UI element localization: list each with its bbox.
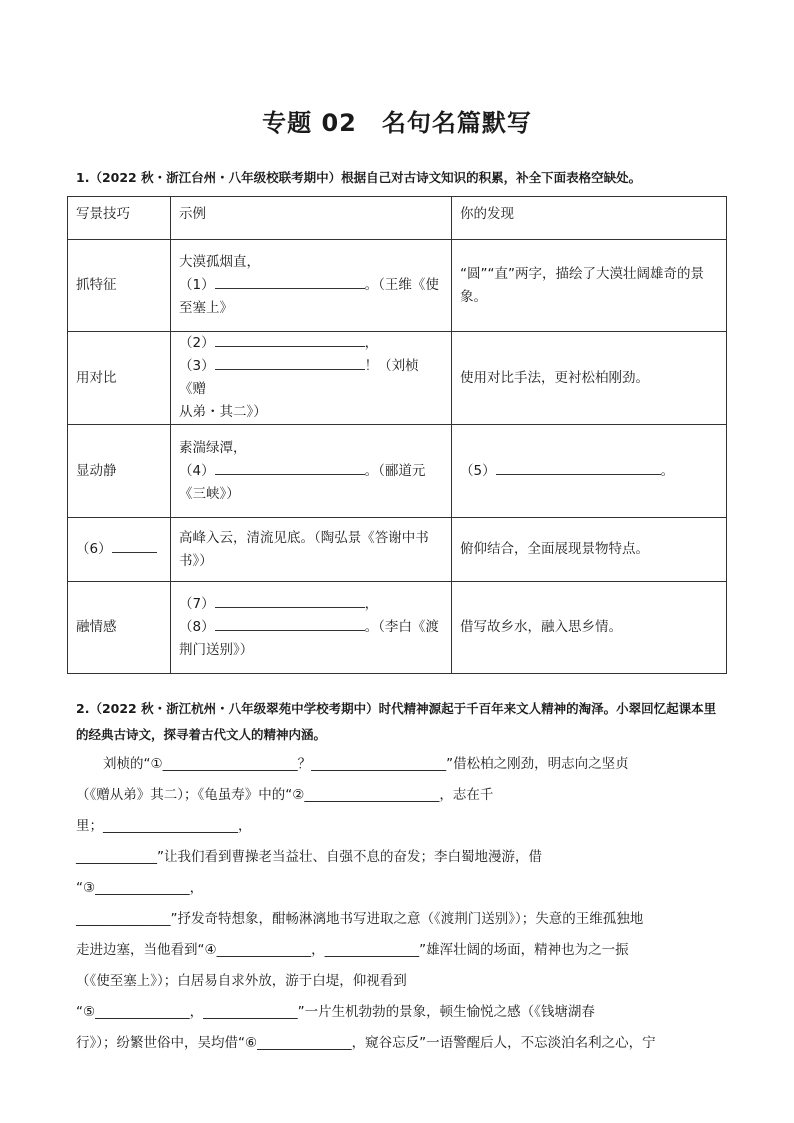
example-source: 。（王维《使 bbox=[364, 277, 439, 293]
example-line: 书》） bbox=[179, 552, 213, 569]
passage-line: 走进边塞，当他看到“④______________，______________”雄浑壮阔的场面，精神也为之一振 bbox=[76, 942, 629, 958]
example-line: 《三峡》） bbox=[179, 485, 240, 502]
blank-number: （5） bbox=[460, 462, 496, 479]
blank-number: （1） bbox=[179, 277, 215, 293]
example-source: 。（李白《渡 bbox=[364, 619, 439, 635]
blank-number: （2） bbox=[179, 335, 215, 351]
example-line bbox=[179, 274, 443, 297]
row-technique: 抓特征 bbox=[68, 240, 171, 332]
example-line bbox=[179, 616, 443, 639]
header-finding: 你的发现 bbox=[452, 197, 727, 240]
example-line: 从弟・其二》） bbox=[179, 404, 267, 420]
table-row bbox=[68, 425, 727, 518]
table-row bbox=[68, 240, 727, 332]
example-line bbox=[179, 593, 443, 616]
blank-number: （6） bbox=[76, 541, 112, 557]
passage-line: 里；____________________， bbox=[76, 818, 252, 834]
scenery-technique-table bbox=[67, 196, 727, 674]
blank-number: （3） bbox=[179, 358, 215, 374]
row-finding: 使用对比手法，更衬松柏刚劲。 bbox=[452, 332, 727, 425]
header-technique: 写景技巧 bbox=[68, 197, 171, 240]
example-line: 大漠孤烟直， bbox=[179, 254, 260, 270]
row-example bbox=[171, 240, 452, 332]
example-line bbox=[179, 355, 443, 401]
page-title: 专题 02 名句名篇默写 bbox=[262, 109, 532, 137]
answer-blank-7[interactable] bbox=[215, 593, 365, 608]
row-example bbox=[171, 582, 452, 674]
question-2-passage bbox=[76, 749, 726, 1059]
example-line bbox=[179, 332, 443, 355]
example-line: 高峰入云，清流见底。（陶弘景《答谢中书 bbox=[179, 529, 429, 546]
row-technique: 显动静 bbox=[68, 425, 171, 518]
passage-line: ____________”让我们看到曹操老当益壮、自强不息的奋发；李白蜀地漫游，借 bbox=[76, 849, 542, 865]
row-example bbox=[171, 518, 452, 582]
row-example bbox=[171, 425, 452, 518]
passage-line: 行》）；纷繁世俗中，吴均借“⑥______________，窥谷忘反”一语警醒后人，不忘淡泊名利之心，宁 bbox=[76, 1035, 656, 1051]
table-row bbox=[68, 518, 727, 582]
answer-blank-2[interactable] bbox=[215, 332, 365, 347]
example-line: 荆门送别》） bbox=[179, 642, 254, 658]
row-finding: 借写故乡水，融入思乡情。 bbox=[452, 582, 727, 674]
example-source: ！（刘桢《赠 bbox=[179, 358, 419, 397]
passage-line: “③______________， bbox=[76, 880, 204, 896]
punct: ， bbox=[364, 335, 379, 351]
row-finding bbox=[452, 425, 727, 518]
table-row bbox=[68, 332, 727, 425]
question-1-heading: 1.（2022 秋・浙江台州・八年级校联考期中）根据自己对古诗文知识的积累，补全下面表格空缺处。 bbox=[76, 170, 642, 185]
row-finding: “圆”“直”两字，描绘了大漠壮阔雄奇的景象。 bbox=[452, 240, 727, 332]
table-row bbox=[68, 582, 727, 674]
passage-line: ______________”抒发奇特想象，酣畅淋漓地书写进取之意（《渡荆门送别》）；失意的王维孤独地 bbox=[76, 911, 644, 927]
blank-number: （7） bbox=[179, 596, 215, 612]
blank-number: （4） bbox=[179, 462, 215, 479]
row-technique bbox=[68, 518, 171, 582]
answer-blank-6[interactable] bbox=[112, 538, 157, 553]
example-line: 至塞上》 bbox=[179, 300, 233, 316]
header-example: 示例 bbox=[171, 197, 452, 240]
answer-blank-1[interactable] bbox=[215, 274, 365, 289]
passage-line: “⑤______________，______________”一片生机勃勃的景象，顿生愉悦之感（《钱塘湖春 bbox=[76, 1004, 595, 1020]
blank-number: （8） bbox=[179, 619, 215, 635]
row-finding: 俯仰结合，全面展现景物特点。 bbox=[452, 518, 727, 582]
example-source: 。（郦道元 bbox=[364, 462, 426, 479]
row-example bbox=[171, 332, 452, 425]
passage-line: （《赠从弟》其二）；《龟虽寿》中的“②____________________，志在千 bbox=[76, 787, 494, 803]
answer-blank-3[interactable] bbox=[215, 355, 365, 370]
passage-line: 刘桢的“①____________________？____________________”借松柏之刚劲，明志向之坚贞 bbox=[103, 756, 629, 772]
passage-line: （《使至塞上》）；白居易自求外放，游于白堤，仰视看到 bbox=[76, 973, 407, 989]
punct: ， bbox=[364, 596, 379, 612]
row-technique: 用对比 bbox=[68, 332, 171, 425]
example-line bbox=[179, 460, 443, 483]
example-line: 素湍绿潭， bbox=[179, 439, 247, 456]
answer-blank-5[interactable] bbox=[496, 460, 661, 475]
answer-blank-4[interactable] bbox=[215, 460, 365, 475]
table-header-row bbox=[68, 197, 727, 240]
punct: 。 bbox=[660, 462, 675, 479]
answer-blank-8[interactable] bbox=[215, 616, 365, 631]
row-technique: 融情感 bbox=[68, 582, 171, 674]
question-2-heading: 2.（2022 秋・浙江杭州・八年级翠苑中学校考期中）时代精神源起于千百年来文人精神的淘泽。小翠回忆起课本里的经典古诗文，探寻着古代文人的精神内涵。 bbox=[76, 701, 717, 742]
